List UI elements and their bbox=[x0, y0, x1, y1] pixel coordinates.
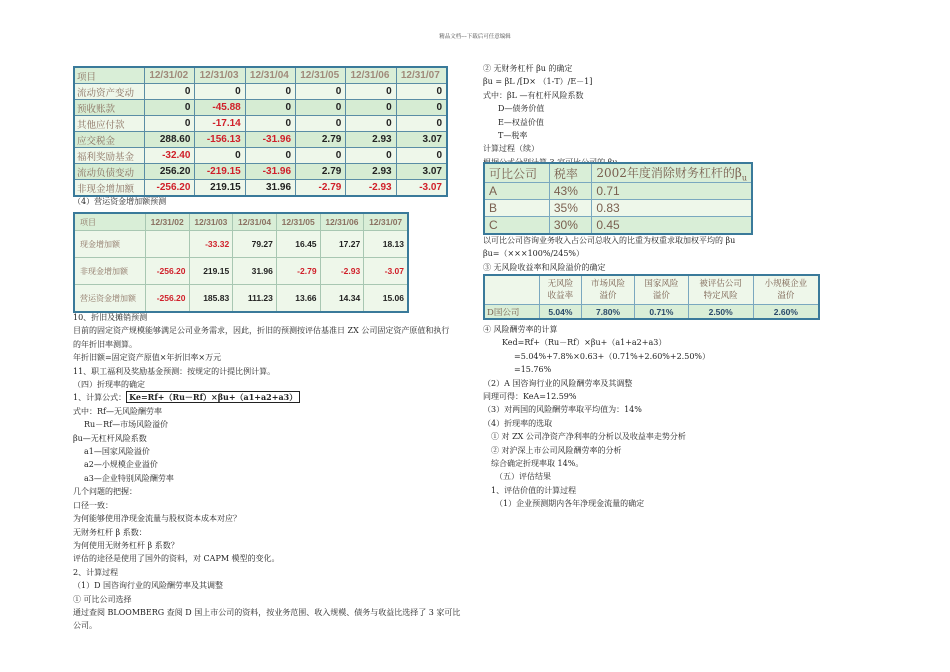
row-label: D国公司 bbox=[484, 305, 540, 320]
header-line: 市场风险 bbox=[590, 279, 625, 289]
table-header-row bbox=[484, 163, 752, 183]
table-header-cell bbox=[581, 275, 634, 305]
table-cell: 3.07 bbox=[396, 164, 447, 180]
table-cell: 2.79 bbox=[296, 132, 346, 148]
text-line: βu=（×××100%/245%） bbox=[483, 249, 585, 259]
text-line: 式中：Rf—无风险酬劳率 bbox=[73, 406, 162, 416]
table-cell: -3.07 bbox=[396, 180, 447, 197]
table-cell: 2.60% bbox=[753, 305, 819, 320]
table-cell: 0 bbox=[245, 116, 295, 132]
table-header-row bbox=[74, 67, 447, 84]
row-label: 营运资金增加额 bbox=[74, 285, 145, 313]
table-header-row bbox=[74, 213, 408, 231]
table-cell: -33.32 bbox=[189, 231, 233, 258]
table-cell: 219.15 bbox=[195, 180, 245, 197]
table-cell: 2.93 bbox=[346, 132, 396, 148]
table-header-cell: 12/31/06 bbox=[320, 213, 364, 231]
text-line: 的年折旧率测算。 bbox=[73, 339, 137, 349]
text-line: ② 对沪深上市公司风险酬劳率的分析 bbox=[491, 445, 622, 455]
table-cell: -31.96 bbox=[245, 132, 295, 148]
text-line: 2、计算过程 bbox=[73, 567, 119, 577]
text-line: 评估的途径是使用了国外的资料，对 CAPM 模型的变化。 bbox=[73, 554, 280, 564]
header-line: 溢价 bbox=[777, 291, 795, 301]
left-column-text bbox=[73, 311, 460, 633]
header-line: 收益率 bbox=[547, 291, 574, 301]
text-line: 以可比公司咨询业务收入占公司总收入的比重为权重求取加权平均的 βu bbox=[483, 236, 736, 245]
table-cell: 0 bbox=[195, 148, 245, 164]
table-row bbox=[74, 132, 447, 148]
text-line: ② 无财务杠杆 βu 的确定 bbox=[483, 64, 573, 73]
text-line: 通过查阅 BLOOMBERG 查阅 D 国上市公司的资料，按业务范围、收入规模、债务与收益比选择了 3 家可比 bbox=[73, 607, 461, 617]
text-line: βu—无杠杆风险系数 bbox=[73, 433, 147, 443]
table-cell: -256.20 bbox=[145, 180, 195, 197]
text-line: （3）对两国的风险酬劳率取平均值为：14% bbox=[483, 405, 642, 415]
table-cell: 0 bbox=[296, 148, 346, 164]
text-line: =15.76% bbox=[514, 365, 552, 375]
text-line: 公司。 bbox=[73, 621, 97, 631]
table-row bbox=[74, 231, 408, 258]
tax-cell: 30% bbox=[549, 217, 591, 235]
table-cell: 0 bbox=[245, 148, 295, 164]
text-line: E—权益价值 bbox=[498, 117, 544, 127]
text-line: （五）评估结果 bbox=[495, 472, 551, 482]
table-cell: 18.13 bbox=[364, 231, 408, 258]
text-line: 同理可得：KeA=12.59% bbox=[483, 392, 577, 402]
table-row bbox=[74, 148, 447, 164]
table-cell: -156.13 bbox=[195, 132, 245, 148]
table-cell: -17.14 bbox=[195, 116, 245, 132]
table-row bbox=[74, 180, 447, 197]
table-cell: 5.04% bbox=[540, 305, 582, 320]
formula-box: Ke=Rf+（Ru－Rf）×βu+（a1+a2+a3） bbox=[126, 391, 300, 403]
table-row bbox=[74, 258, 408, 285]
text-line: 几个问题的把握： bbox=[73, 487, 137, 497]
table-header-cell bbox=[753, 275, 819, 305]
table-cell: -2.79 bbox=[296, 180, 346, 197]
text-line: ① 可比公司选择 bbox=[73, 594, 132, 604]
table-cell: 0.71% bbox=[635, 305, 688, 320]
formula-line bbox=[73, 391, 460, 404]
table-cell: 0 bbox=[245, 84, 295, 100]
table-cell: 2.50% bbox=[688, 305, 753, 320]
table-cell: -3.07 bbox=[364, 258, 408, 285]
row-label: 预收账款 bbox=[74, 100, 145, 116]
table-header-cell: 12/31/04 bbox=[233, 213, 277, 231]
row-label: 流动资产变动 bbox=[74, 84, 145, 100]
table2-caption bbox=[73, 196, 166, 208]
table-cell: 219.15 bbox=[189, 258, 233, 285]
table-cell: -219.15 bbox=[195, 164, 245, 180]
table-row bbox=[74, 285, 408, 313]
table-cell: 0 bbox=[346, 84, 396, 100]
table-cell: 0 bbox=[396, 84, 447, 100]
table-cell bbox=[145, 231, 189, 258]
table-cell: -31.96 bbox=[245, 164, 295, 180]
table-cell: -2.93 bbox=[346, 180, 396, 197]
table-cell: 3.07 bbox=[396, 132, 447, 148]
text-line: 为何使用无财务杠杆 β 系数？ bbox=[73, 540, 179, 550]
text-line: ③ 无风险收益率和风险溢价的确定 bbox=[483, 262, 606, 272]
table-cell: -2.93 bbox=[320, 258, 364, 285]
comparable-company-beta-table bbox=[483, 162, 753, 235]
company-cell: B bbox=[484, 200, 549, 217]
header-line: 被评估公司 bbox=[699, 279, 742, 289]
text-line: 综合确定折现率取 14%。 bbox=[491, 459, 584, 469]
table-cell: 0 bbox=[346, 148, 396, 164]
table-header-cell: 可比公司 bbox=[484, 163, 549, 183]
text-line: 计算过程（续） bbox=[483, 144, 539, 154]
table-cell: 16.45 bbox=[276, 231, 320, 258]
table-header-cell: 12/31/07 bbox=[364, 213, 408, 231]
table-cell: 7.80% bbox=[581, 305, 634, 320]
table-header-cell: 项目 bbox=[74, 213, 145, 231]
working-capital-forecast-table bbox=[73, 212, 409, 313]
table-header-cell: 税率 bbox=[549, 163, 591, 183]
text-line: 口径一致： bbox=[73, 500, 113, 510]
text-line: 式中：βL —有杠杆风险系数 bbox=[483, 90, 584, 100]
table-header-cell: 12/31/02 bbox=[145, 67, 195, 84]
table-header-cell: 12/31/04 bbox=[245, 67, 295, 84]
table-cell: 0 bbox=[296, 116, 346, 132]
table-cell: 0 bbox=[195, 84, 245, 100]
table-row bbox=[484, 200, 752, 217]
table-header-cell bbox=[484, 275, 540, 305]
table-header-cell: 12/31/05 bbox=[296, 67, 346, 84]
table-cell: 31.96 bbox=[233, 258, 277, 285]
text-line: a1—国家风险溢价 bbox=[84, 447, 150, 457]
table-cell: 2.93 bbox=[346, 164, 396, 180]
text-line: （四）折现率的确定 bbox=[73, 380, 145, 390]
table-cell: 31.96 bbox=[245, 180, 295, 197]
table-cell: 0 bbox=[145, 84, 195, 100]
table-row bbox=[484, 305, 819, 320]
text-line: D—债务价值 bbox=[498, 104, 545, 114]
table-row bbox=[74, 116, 447, 132]
text-line: 10、折旧及摊销预测 bbox=[73, 313, 148, 322]
table-header-cell: 12/31/06 bbox=[346, 67, 396, 84]
text-line: Ru－Rf—市场风险溢价 bbox=[84, 420, 169, 430]
row-label: 其他应付款 bbox=[74, 116, 145, 132]
right-column-text-mid bbox=[483, 234, 735, 274]
table-cell: 0 bbox=[396, 100, 447, 116]
text-line: 目前的固定资产规模能够满足公司业务需求，因此，折旧的预测按评估基准日 ZX 公司固定资产原值和执行 bbox=[73, 326, 450, 336]
text-line: 无财务杠杆 β 系数： bbox=[73, 527, 147, 537]
text-line: a3—企业特别风险酬劳率 bbox=[84, 473, 174, 483]
table-cell: 79.27 bbox=[233, 231, 277, 258]
row-label: 现金增加额 bbox=[74, 231, 145, 258]
table-header-cell bbox=[540, 275, 582, 305]
text-line: βu = βL /[D× （1-T）/E－1] bbox=[483, 77, 593, 87]
table-cell: -32.40 bbox=[145, 148, 195, 164]
page-header: 精品文档---下载后可任意编辑 bbox=[439, 34, 511, 40]
right-column-text-bottom bbox=[483, 323, 710, 511]
table-cell: 256.20 bbox=[145, 164, 195, 180]
table-header-cell: 12/31/05 bbox=[276, 213, 320, 231]
table-header-cell bbox=[592, 163, 752, 183]
text-line: 11、职工福利及奖励基金预测：按规定的计提比例计算。 bbox=[73, 366, 276, 376]
table-cell: -45.88 bbox=[195, 100, 245, 116]
table-cell: 0 bbox=[145, 116, 195, 132]
header-line: 国家风险 bbox=[644, 279, 679, 289]
table-row bbox=[74, 164, 447, 180]
company-cell: C bbox=[484, 217, 549, 235]
beta-cell: 0.45 bbox=[592, 217, 752, 235]
row-label: 应交税金 bbox=[74, 132, 145, 148]
text-line: 年折旧额=固定资产原值×年折旧率×万元 bbox=[73, 353, 222, 363]
text-line: 为何能够使用净现金流量与股权资本成本对应？ bbox=[73, 514, 241, 524]
caption-text: （4）营运资金增加额预测 bbox=[73, 197, 167, 206]
text-line: 1、评估价值的计算过程 bbox=[491, 485, 577, 495]
row-label: 非现金增加额 bbox=[74, 180, 145, 197]
text-line: （1）D 国咨询行业的风险酬劳率及其调整 bbox=[73, 581, 224, 591]
header-line: 溢价 bbox=[652, 291, 670, 301]
tax-cell: 35% bbox=[549, 200, 591, 217]
beta-cell: 0.83 bbox=[592, 200, 752, 217]
table-cell: 2.79 bbox=[296, 164, 346, 180]
table-cell: 13.66 bbox=[276, 285, 320, 313]
row-label: 非现金增加额 bbox=[74, 258, 145, 285]
risk-premium-table bbox=[483, 274, 820, 320]
header-line: 小规模企业 bbox=[764, 279, 808, 289]
company-cell: A bbox=[484, 183, 549, 200]
beta-subscript: u bbox=[741, 173, 747, 183]
table-row bbox=[74, 100, 447, 116]
table-header-cell bbox=[688, 275, 753, 305]
text-line: ① 对 ZX 公司净资产净利率的分析以及收益率走势分析 bbox=[491, 432, 686, 442]
tax-cell: 43% bbox=[549, 183, 591, 200]
beta-title: 2002年度消除财务杠杆的β bbox=[596, 166, 742, 180]
table-cell: 14.34 bbox=[320, 285, 364, 313]
table-cell: 0 bbox=[396, 116, 447, 132]
table-cell: 17.27 bbox=[320, 231, 364, 258]
table-cell: 185.83 bbox=[189, 285, 233, 313]
table-header-cell: 12/31/07 bbox=[396, 67, 447, 84]
row-label: 福利奖励基金 bbox=[74, 148, 145, 164]
text-line: ④ 风险酬劳率的计算 bbox=[483, 325, 558, 334]
table-row bbox=[484, 217, 752, 235]
table-cell: 288.60 bbox=[145, 132, 195, 148]
table-header-cell: 项目 bbox=[74, 67, 145, 84]
header-line: 特定风险 bbox=[703, 291, 738, 301]
text-line: Ked=Rf+（Ru－Rf）×βu+（a1+a2+a3） bbox=[502, 338, 667, 348]
table-row bbox=[484, 183, 752, 200]
table-cell: 111.23 bbox=[233, 285, 277, 313]
table-cell: 0 bbox=[145, 100, 195, 116]
table-cell: 0 bbox=[346, 100, 396, 116]
text-label: 1、计算公式： bbox=[73, 393, 127, 403]
text-line: =5.04%+7.8%×0.63+（0.71%+2.60%+2.50%） bbox=[514, 351, 711, 361]
table-cell: 0 bbox=[296, 84, 346, 100]
table-cell: 15.06 bbox=[364, 285, 408, 313]
table-cell: 0 bbox=[245, 100, 295, 116]
table-header-cell: 12/31/02 bbox=[145, 213, 189, 231]
text-line: （2）A 国咨询行业的风险酬劳率及其调整 bbox=[483, 378, 633, 388]
text-line: a2—小规模企业溢价 bbox=[84, 460, 158, 470]
text-line: T—税率 bbox=[498, 131, 528, 141]
table-header-row bbox=[484, 275, 819, 305]
table-header-cell bbox=[635, 275, 688, 305]
text-line: （1）企业预测期内各年净现金流量的确定 bbox=[495, 499, 645, 509]
header-line: 无风险 bbox=[547, 279, 574, 289]
table-cell: 0 bbox=[346, 116, 396, 132]
table-cell: 0 bbox=[296, 100, 346, 116]
header-line: 溢价 bbox=[599, 291, 617, 301]
text-line: （4）折现率的选取 bbox=[483, 418, 553, 428]
table-header-cell: 12/31/03 bbox=[189, 213, 233, 231]
beta-cell: 0.71 bbox=[592, 183, 752, 200]
table-cell: -256.20 bbox=[145, 258, 189, 285]
table-cell: 0 bbox=[396, 148, 447, 164]
table-cell: -2.79 bbox=[276, 258, 320, 285]
row-label: 流动负债变动 bbox=[74, 164, 145, 180]
current-liability-change-table bbox=[73, 66, 448, 197]
table-cell: -256.20 bbox=[145, 285, 189, 313]
table-row bbox=[74, 84, 447, 100]
right-column-text-top bbox=[483, 62, 618, 169]
table-header-cell: 12/31/03 bbox=[195, 67, 245, 84]
